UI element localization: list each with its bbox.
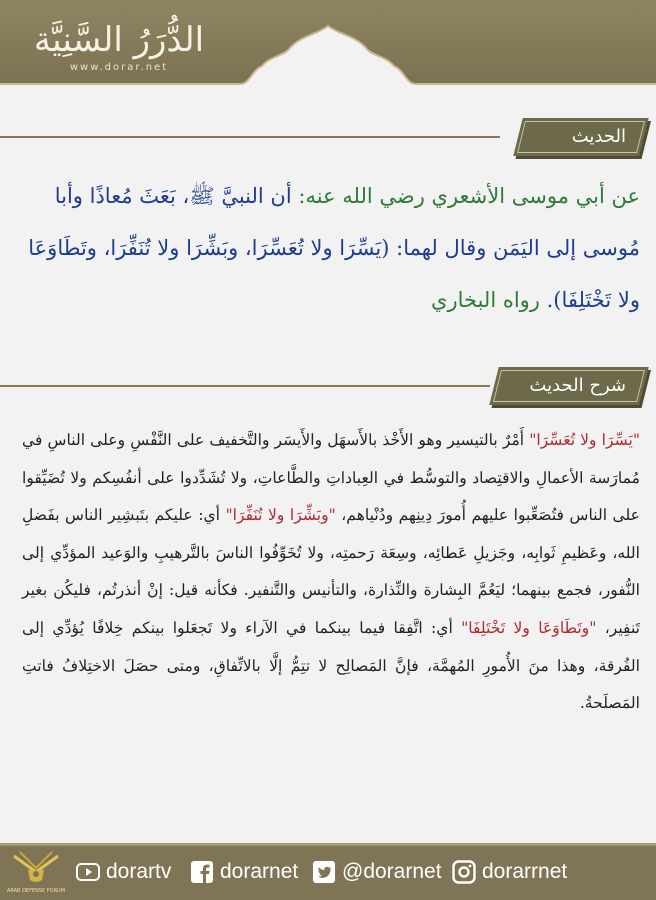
forum-watermark-text: ARAB DEFENSE FORUM [6,888,66,894]
twitter-handle: @dorarnet [342,860,442,883]
quoted-phrase: "وتَطَاوَعَا ولا تَخْتَلِفَا" [461,618,597,637]
youtube-link[interactable] [76,858,171,886]
dorar-logo[interactable] [24,20,214,73]
twitter-icon [312,860,336,884]
hadith-matn: أن النبيَّ ﷺ، بَعَثَ مُعاذًا وأبا مُوسى إلى اليَمَن وقال لهما: (يَسِّرَا ولا تُعَسِّرَا، وبَشِّرَا ولا تُنَفِّرَا، وتَطَاوَعَا ولا تَخْتَلِفَا). [28,184,640,312]
section-divider [0,136,500,138]
explanation-text-block [22,422,640,723]
facebook-link[interactable] [190,858,298,886]
footer-divider [0,843,656,846]
hadith-narrator: عن أبي موسى الأشعري رضي الله عنه: [291,184,640,208]
logo-text: الدُّرَرُ السَّنِيَّة [33,20,205,60]
quoted-phrase: "يَسِّرَا ولا تُعَسِّرَا" [529,431,640,449]
explanation-paragraph: أي: عليكم بتَبشِير الناس بفَضلِ الله، وعَظيمِ ثَوابِه، وجَزيلِ عَطائِه، وسِعَة رَحمتِه، ولا تُخَوِّفُوا الناسَ بالتَّرهيبِ والوَعيد المؤدِّي إلى النُّفور، فجمع بينهما؛ ليَعُمَّ البِشارة والنِّذارة، والتأنيس والتَّنفير. فكأنه قيل: إنْ أنذرتُم، فليكُن بغير تَنفِير، [22,506,640,637]
youtube-icon [76,860,100,884]
twitter-link[interactable] [312,858,442,886]
explanation-section-title: شرح الحديث [529,375,626,396]
section-divider [0,385,490,387]
instagram-icon [452,860,476,884]
facebook-icon [190,860,214,884]
instagram-link[interactable] [452,858,567,886]
website-url: www.dorar.net [69,62,169,73]
explanation-paragraph: أَمْرٌ بالتيسير وهو الأَخْذ بالأَسهَل والأَيسَر والتَّخفيف على النَّفْسِ وعلى الناسِ في مُمارَسة الأعمالِ والاقتِصاد والتوسُّط في العِباداتِ والطَّاعاتِ، ولا تُشَدِّدوا على أنفُسِكم ولا تُضَيِّقوا على الناس فتُصَعِّبوا عليهم أُمورَ دِينِهم ودُنْياهم، [22,431,640,525]
hadith-text-block [22,170,640,326]
youtube-handle: dorartv [106,860,172,883]
hadith-source: رواه البخاري [431,288,547,312]
forum-watermark-icon [6,846,66,896]
hadith-section-title: الحديث [571,126,626,147]
instagram-handle: dorarrnet [482,860,568,883]
quoted-phrase: "وبَشِّرَا ولا تُنَفِّرَا" [225,506,336,525]
facebook-handle: dorarnet [220,860,299,883]
explanation-paragraph: أي: اتَّفِقا فيما بينكما في الآراء ولا تَجعَلوا بينكم خِلافًا يُؤدِّي إلى الفُرقة، وهذا منَ الأُمورِ المُهمَّة، فإنَّ المَصالِح لا تتِمُّ إلَّا بالاتِّفاقِ، ومتى حصَلَ الاختِلافُ فاتتِ المَصلَحةُ. [22,618,640,713]
